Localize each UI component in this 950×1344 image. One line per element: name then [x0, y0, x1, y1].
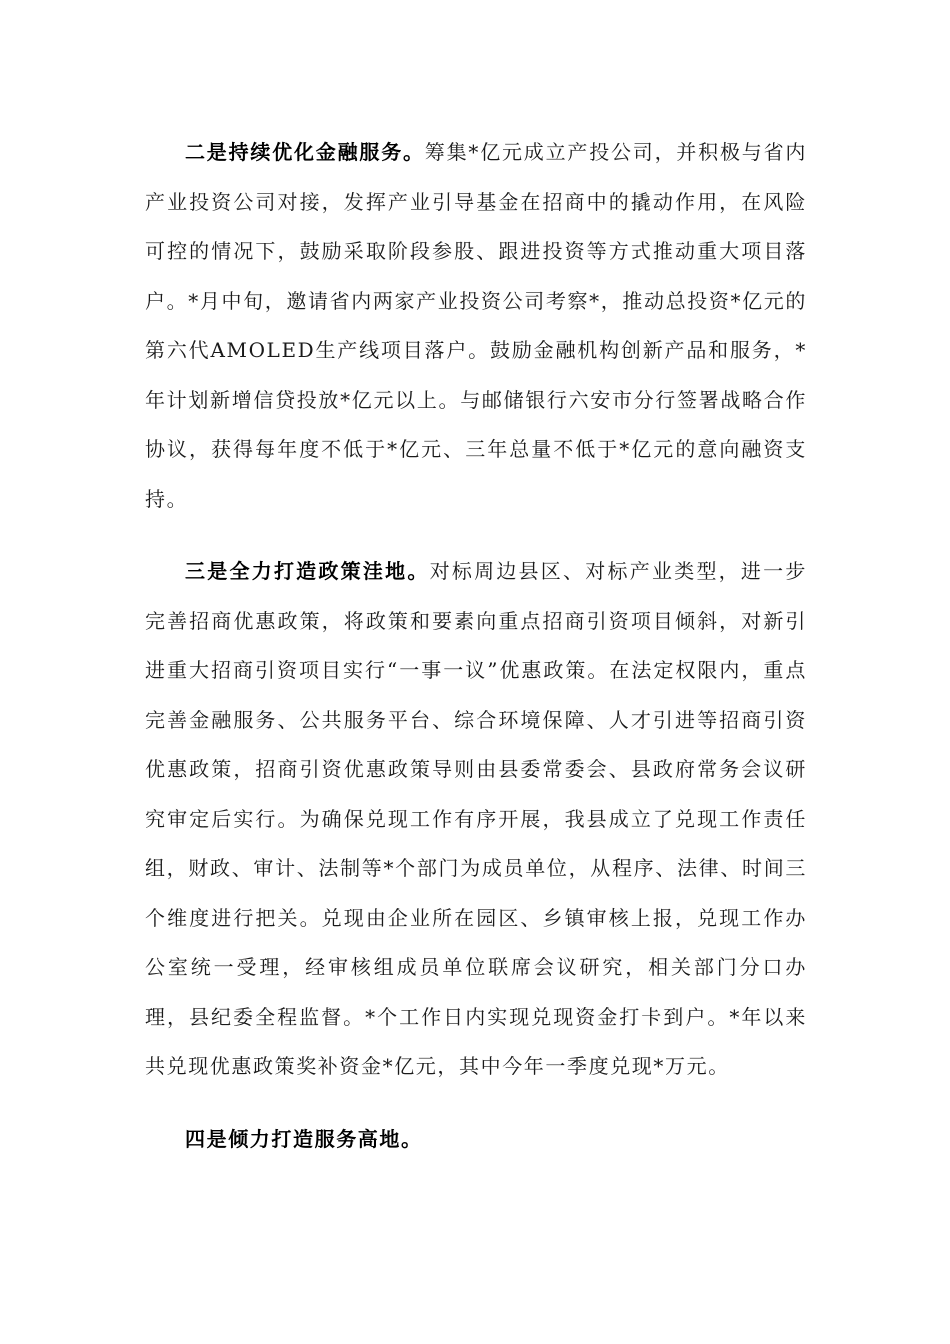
- paragraph-text: 筹集*亿元成立产投公司，并积极与省内产业投资公司对接，发挥产业引导基金在招商中的撬动作用，在风险可控的情况下，鼓励采取阶段参股、跟进投资等方式推动重大项目落户。*月中旬，邀请省内两家产业投资公司考察*，推动总投资*亿元的第六代AMOLED生产线项目落户。鼓励金融机构创新产品和服务，*年计划新增信贷投放*亿元以上。与邮储银行六安市分行签署战略合作协议，获得每年度不低于*亿元、三年总量不低于*亿元的意向融资支持。: [145, 140, 807, 511]
- paragraph-heading: 四是倾力打造服务高地。: [185, 1126, 423, 1151]
- paragraph-heading: 二是持续优化金融服务。: [185, 140, 425, 164]
- document-body: [145, 128, 807, 1164]
- paragraph-heading: 三是全力打造政策洼地。: [185, 559, 430, 583]
- paragraph-policy-advantage: [145, 547, 807, 1092]
- paragraph-service-highland: [145, 1115, 807, 1165]
- paragraph-text: 对标周边县区、对标产业类型，进一步完善招商优惠政策，将政策和要素向重点招商引资项目倾斜，对新引进重大招商引资项目实行“一事一议”优惠政策。在法定权限内，重点完善金融服务、公共服务平台、综合环境保障、人才引进等招商引资优惠政策，招商引资优惠政策导则由县委常委会、县政府常务会议研究审定后实行。为确保兑现工作有序开展，我县成立了兑现工作责任组，财政、审计、法制等*个部门为成员单位，从程序、法律、时间三个维度进行把关。兑现由企业所在园区、乡镇审核上报，兑现工作办公室统一受理，经审核组成员单位联席会议研究，相关部门分口办理，县纪委全程监督。*个工作日内实现兑现资金打卡到户。*年以来共兑现优惠政策奖补资金*亿元，其中今年一季度兑现*万元。: [145, 559, 807, 1078]
- paragraph-finance-services: [145, 128, 807, 524]
